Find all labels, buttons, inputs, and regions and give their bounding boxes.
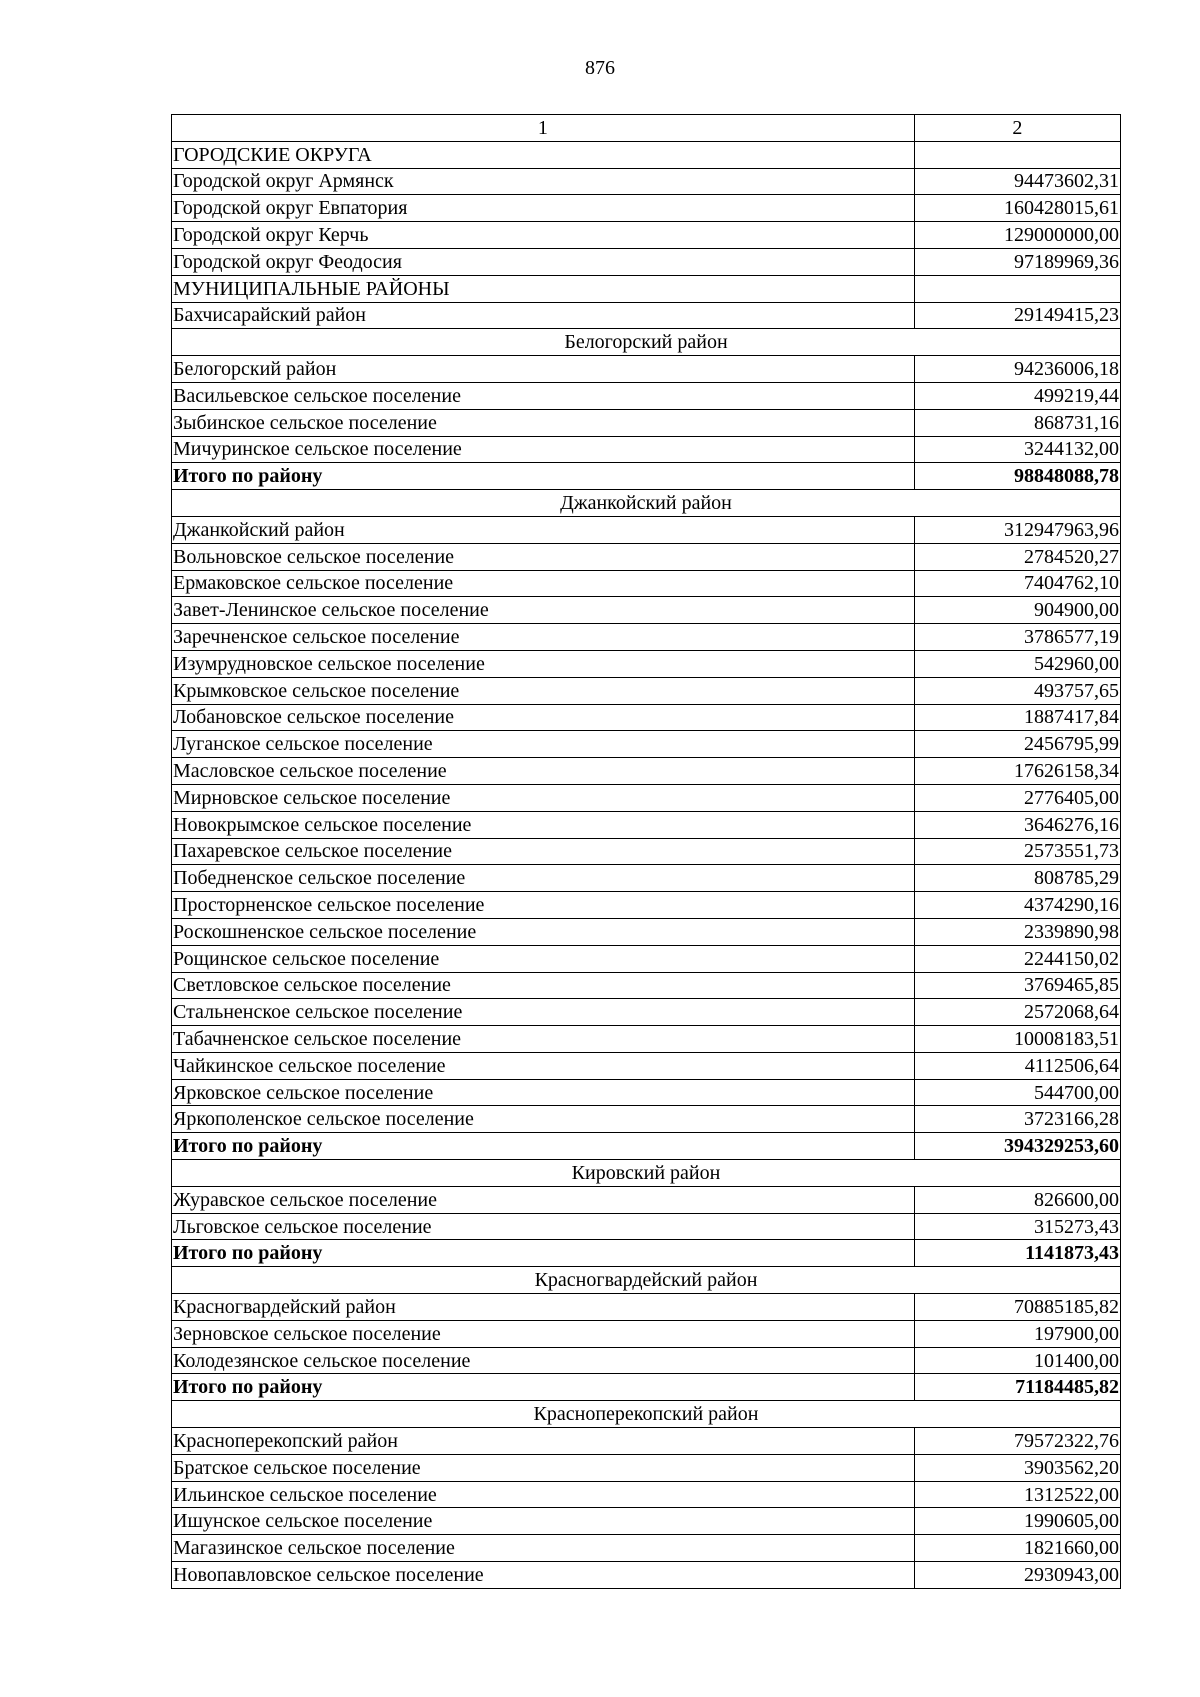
- district-header-row: [172, 329, 1121, 356]
- row-name: Завет-Ленинское сельское поселение: [172, 597, 915, 624]
- table-row: [172, 1454, 1121, 1481]
- row-name: Вольновское сельское поселение: [172, 543, 915, 570]
- total-label: Итого по району: [172, 463, 915, 490]
- table-row: [172, 650, 1121, 677]
- row-value: 3646276,16: [914, 811, 1120, 838]
- row-value: 493757,65: [914, 677, 1120, 704]
- row-value: 4112506,64: [914, 1052, 1120, 1079]
- row-name: Новопавловское сельское поселение: [172, 1562, 915, 1589]
- row-name: Рощинское сельское поселение: [172, 945, 915, 972]
- row-name: Городской округ Феодосия: [172, 248, 915, 275]
- table-row: [172, 1562, 1121, 1589]
- table-row: [172, 570, 1121, 597]
- budget-table: [171, 114, 1121, 1589]
- row-value: 160428015,61: [914, 195, 1120, 222]
- row-value: 2930943,00: [914, 1562, 1120, 1589]
- row-name: Джанкойский район: [172, 516, 915, 543]
- row-name: Пахаревское сельское поселение: [172, 838, 915, 865]
- table-row: [172, 945, 1121, 972]
- row-name: Ярковское сельское поселение: [172, 1079, 915, 1106]
- row-value: 2573551,73: [914, 838, 1120, 865]
- row-value: 1887417,84: [914, 704, 1120, 731]
- row-value: 94473602,31: [914, 168, 1120, 195]
- row-value: 1312522,00: [914, 1481, 1120, 1508]
- row-value: 542960,00: [914, 650, 1120, 677]
- total-row: [172, 1133, 1121, 1160]
- row-value: 129000000,00: [914, 222, 1120, 249]
- row-value: 3769465,85: [914, 972, 1120, 999]
- total-label: Итого по району: [172, 1374, 915, 1401]
- district-header-row: [172, 1160, 1121, 1187]
- table-row: [172, 1347, 1121, 1374]
- row-name: Ишунское сельское поселение: [172, 1508, 915, 1535]
- row-name: Чайкинское сельское поселение: [172, 1052, 915, 1079]
- table-header-row: [172, 115, 1121, 142]
- table-row: [172, 1079, 1121, 1106]
- row-value: 315273,43: [914, 1213, 1120, 1240]
- table-row: [172, 382, 1121, 409]
- row-name: Васильевское сельское поселение: [172, 382, 915, 409]
- row-value: 826600,00: [914, 1186, 1120, 1213]
- row-value: 544700,00: [914, 1079, 1120, 1106]
- row-value: 2784520,27: [914, 543, 1120, 570]
- row-name: Льговское сельское поселение: [172, 1213, 915, 1240]
- row-value: 4374290,16: [914, 892, 1120, 919]
- district-header-row: [172, 1267, 1121, 1294]
- table-row: [172, 516, 1121, 543]
- table-row: [172, 168, 1121, 195]
- row-value: 3786577,19: [914, 624, 1120, 651]
- row-name: Луганское сельское поселение: [172, 731, 915, 758]
- table-row: [172, 1213, 1121, 1240]
- row-value: 3903562,20: [914, 1454, 1120, 1481]
- district-name: Белогорский район: [172, 329, 1121, 356]
- district-name: Джанкойский район: [172, 490, 1121, 517]
- table-row: [172, 1428, 1121, 1455]
- table-row: [172, 222, 1121, 249]
- table-row: [172, 356, 1121, 383]
- row-value: 101400,00: [914, 1347, 1120, 1374]
- row-value: 2339890,98: [914, 918, 1120, 945]
- table-row: [172, 865, 1121, 892]
- total-value: 394329253,60: [914, 1133, 1120, 1160]
- table-row: [172, 1052, 1121, 1079]
- row-value: 868731,16: [914, 409, 1120, 436]
- row-name: Яркополенское сельское поселение: [172, 1106, 915, 1133]
- row-name: Ермаковское сельское поселение: [172, 570, 915, 597]
- row-name: Городской округ Керчь: [172, 222, 915, 249]
- table-row: [172, 248, 1121, 275]
- row-value: 79572322,76: [914, 1428, 1120, 1455]
- table-row: [172, 1481, 1121, 1508]
- row-value: 3723166,28: [914, 1106, 1120, 1133]
- table-row: [172, 436, 1121, 463]
- column-header-2: 2: [914, 115, 1120, 142]
- table-row: [172, 892, 1121, 919]
- table-row: [172, 918, 1121, 945]
- row-name: Крымковское сельское поселение: [172, 677, 915, 704]
- row-name: Изумрудновское сельское поселение: [172, 650, 915, 677]
- district-name: Кировский район: [172, 1160, 1121, 1187]
- row-name: Роскошненское сельское поселение: [172, 918, 915, 945]
- total-row: [172, 463, 1121, 490]
- table-row: [172, 704, 1121, 731]
- district-name: Красногвардейский район: [172, 1267, 1121, 1294]
- district-header-row: [172, 1401, 1121, 1428]
- row-name: Журавское сельское поселение: [172, 1186, 915, 1213]
- table-row: [172, 1294, 1121, 1321]
- table-row: [172, 543, 1121, 570]
- table-row: [172, 597, 1121, 624]
- section-row: [172, 141, 1121, 168]
- table-row: [172, 731, 1121, 758]
- district-header-row: [172, 490, 1121, 517]
- total-label: Итого по району: [172, 1133, 915, 1160]
- row-value: 7404762,10: [914, 570, 1120, 597]
- table-row: [172, 1508, 1121, 1535]
- row-name: Масловское сельское поселение: [172, 758, 915, 785]
- row-value: 904900,00: [914, 597, 1120, 624]
- row-name: Светловское сельское поселение: [172, 972, 915, 999]
- district-name: Красноперекопский район: [172, 1401, 1121, 1428]
- table-row: [172, 677, 1121, 704]
- row-value: 1990605,00: [914, 1508, 1120, 1535]
- row-value: [914, 275, 1120, 302]
- section-title: ГОРОДСКИЕ ОКРУГА: [172, 141, 915, 168]
- row-value: 808785,29: [914, 865, 1120, 892]
- table-row: [172, 302, 1121, 329]
- section-title: МУНИЦИПАЛЬНЫЕ РАЙОНЫ: [172, 275, 915, 302]
- column-header-1: 1: [172, 115, 915, 142]
- table-row: [172, 811, 1121, 838]
- row-value: 17626158,34: [914, 758, 1120, 785]
- section-row: [172, 275, 1121, 302]
- table-row: [172, 1106, 1121, 1133]
- total-value: 71184485,82: [914, 1374, 1120, 1401]
- row-value: 2572068,64: [914, 999, 1120, 1026]
- row-name: Табачненское сельское поселение: [172, 1026, 915, 1053]
- table-row: [172, 999, 1121, 1026]
- table-row: [172, 409, 1121, 436]
- row-value: 94236006,18: [914, 356, 1120, 383]
- total-value: 98848088,78: [914, 463, 1120, 490]
- total-row: [172, 1240, 1121, 1267]
- table-row: [172, 1026, 1121, 1053]
- row-name: Бахчисарайский район: [172, 302, 915, 329]
- row-name: Лобановское сельское поселение: [172, 704, 915, 731]
- row-value: 2244150,02: [914, 945, 1120, 972]
- row-name: Белогорский район: [172, 356, 915, 383]
- row-value: 70885185,82: [914, 1294, 1120, 1321]
- row-name: Зыбинское сельское поселение: [172, 409, 915, 436]
- table-row: [172, 195, 1121, 222]
- row-value: 10008183,51: [914, 1026, 1120, 1053]
- row-name: Братское сельское поселение: [172, 1454, 915, 1481]
- row-name: Заречненское сельское поселение: [172, 624, 915, 651]
- row-name: Ильинское сельское поселение: [172, 1481, 915, 1508]
- row-name: Зерновское сельское поселение: [172, 1320, 915, 1347]
- page-number: 876: [585, 57, 615, 79]
- row-name: Магазинское сельское поселение: [172, 1535, 915, 1562]
- row-value: 499219,44: [914, 382, 1120, 409]
- table-row: [172, 1535, 1121, 1562]
- table-row: [172, 838, 1121, 865]
- table-row: [172, 972, 1121, 999]
- row-name: Стальненское сельское поселение: [172, 999, 915, 1026]
- row-value: 29149415,23: [914, 302, 1120, 329]
- row-name: Победненское сельское поселение: [172, 865, 915, 892]
- row-value: 2776405,00: [914, 784, 1120, 811]
- table-row: [172, 784, 1121, 811]
- row-value: 97189969,36: [914, 248, 1120, 275]
- row-name: Мирновское сельское поселение: [172, 784, 915, 811]
- row-name: Городской округ Армянск: [172, 168, 915, 195]
- total-row: [172, 1374, 1121, 1401]
- row-value: 312947963,96: [914, 516, 1120, 543]
- row-value: 197900,00: [914, 1320, 1120, 1347]
- total-label: Итого по району: [172, 1240, 915, 1267]
- row-name: Городской округ Евпатория: [172, 195, 915, 222]
- row-value: 2456795,99: [914, 731, 1120, 758]
- row-name: Мичуринское сельское поселение: [172, 436, 915, 463]
- row-name: Красноперекопский район: [172, 1428, 915, 1455]
- row-name: Красногвардейский район: [172, 1294, 915, 1321]
- row-name: Новокрымское сельское поселение: [172, 811, 915, 838]
- row-name: Просторненское сельское поселение: [172, 892, 915, 919]
- row-value: 1821660,00: [914, 1535, 1120, 1562]
- table-row: [172, 1320, 1121, 1347]
- table-row: [172, 758, 1121, 785]
- row-name: Колодезянское сельское поселение: [172, 1347, 915, 1374]
- row-value: [914, 141, 1120, 168]
- table-row: [172, 624, 1121, 651]
- total-value: 1141873,43: [914, 1240, 1120, 1267]
- row-value: 3244132,00: [914, 436, 1120, 463]
- table-row: [172, 1186, 1121, 1213]
